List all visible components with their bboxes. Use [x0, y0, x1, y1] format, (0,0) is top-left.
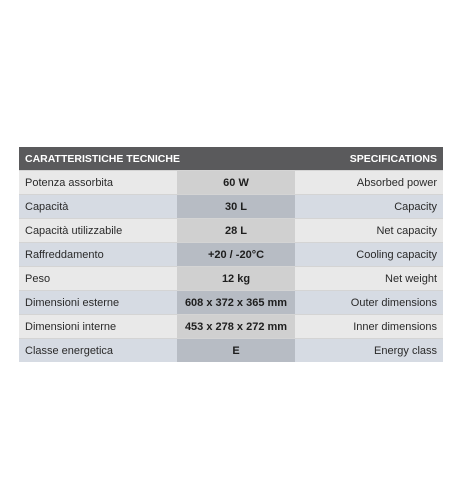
- english-label: Cooling capacity: [295, 243, 443, 267]
- italian-label: Classe energetica: [19, 339, 177, 363]
- table-row: [19, 219, 443, 243]
- spec-value: 608 x 372 x 365 mm: [177, 291, 295, 315]
- italian-label: Capacità utilizzabile: [19, 219, 177, 243]
- table-row: [19, 243, 443, 267]
- table-row: [19, 171, 443, 195]
- table-row: [19, 339, 443, 363]
- italian-label: Dimensioni esterne: [19, 291, 177, 315]
- italian-label: Capacità: [19, 195, 177, 219]
- english-label: Absorbed power: [295, 171, 443, 195]
- italian-label: Dimensioni interne: [19, 315, 177, 339]
- italian-title: CARATTERISTICHE TECNICHE: [19, 147, 295, 171]
- english-label: Energy class: [295, 339, 443, 363]
- spec-table: [19, 147, 443, 362]
- italian-label: Potenza assorbita: [19, 171, 177, 195]
- spec-value: 28 L: [177, 219, 295, 243]
- table-row: [19, 315, 443, 339]
- spec-value: 12 kg: [177, 267, 295, 291]
- table-row: [19, 267, 443, 291]
- spec-value: +20 / -20°C: [177, 243, 295, 267]
- spec-value: E: [177, 339, 295, 363]
- table-row: [19, 291, 443, 315]
- english-label: Net weight: [295, 267, 443, 291]
- english-label: Inner dimensions: [295, 315, 443, 339]
- spec-value: 60 W: [177, 171, 295, 195]
- english-label: Net capacity: [295, 219, 443, 243]
- spec-value: 30 L: [177, 195, 295, 219]
- english-label: Capacity: [295, 195, 443, 219]
- italian-label: Peso: [19, 267, 177, 291]
- italian-label: Raffreddamento: [19, 243, 177, 267]
- spec-value: 453 x 278 x 272 mm: [177, 315, 295, 339]
- english-label: Outer dimensions: [295, 291, 443, 315]
- spec-table-header: [19, 147, 443, 171]
- table-row: [19, 195, 443, 219]
- english-title: SPECIFICATIONS: [295, 147, 443, 171]
